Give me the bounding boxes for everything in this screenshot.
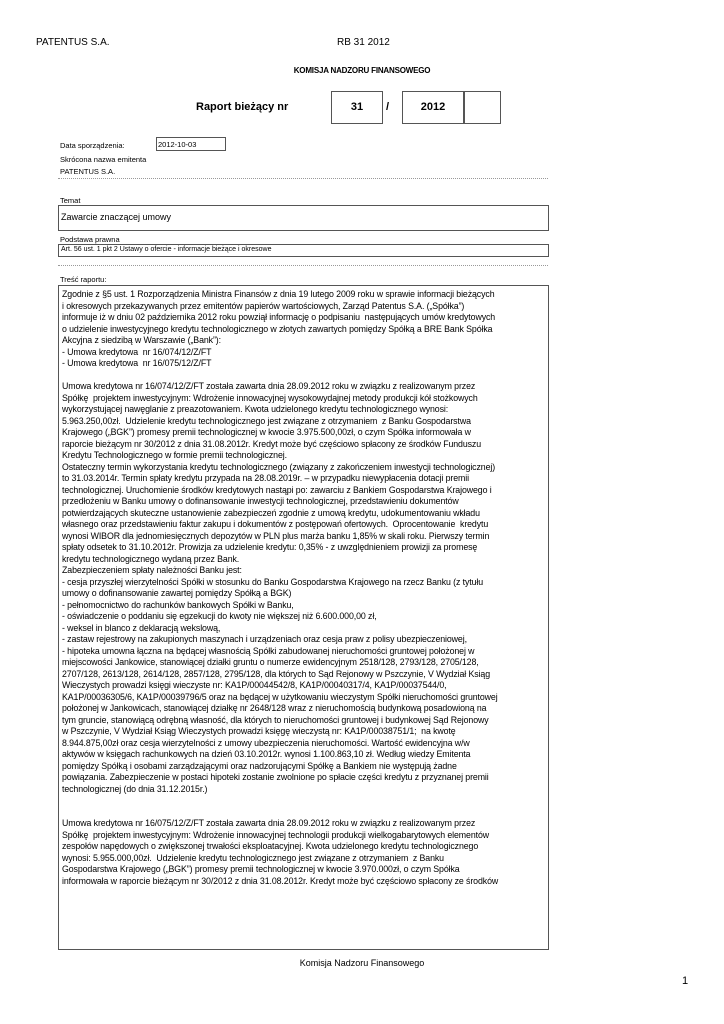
subject-label: Temat	[60, 196, 81, 205]
report-number: 31	[350, 101, 364, 113]
content-text: Zgodnie z §5 ust. 1 Rozporządzenia Ministra Finansów z dnia 19 lutego 2009 roku w sprawie informacji bieżących i okresowych przekazywanych przez emitentów papierów wartościowych, Zarząd Patentus S.A. („Spółka”) informuje iż w dniu 02 października 2012 roku powziął informację o podpisaniu następujących umów kredytowych o udzielenie inwestycyjnego kredytu technologicznego w złotych zawartych pomiędzy Spółką a BRE Bank Spółka Akcyjna z siedzibą w Warszawie („Bank”): - Umowa kredytowa nr 16/074/12/Z/FT - Umowa kredytowa nr 16/075/12/Z/FT Umowa kredytowa nr 16/074/12/Z/FT została zawarta dnia 28.09.2012 roku w związku z realizowanym przez Spółkę projektem inwestycyjnym: Wdrożenie innowacyjnej wysokowydajnej metody produkcji kół stożkowych wykorzystującej nawęglanie z preazotowaniem. Kwota udzielonego kredytu technologicznego wynosi: 5.963.250,00zł. Udzielenie kredytu technologicznego jest związane z otrzymaniem z Banku Gospodarstwa Krajowego („BGK”) promesy premii technologicznej w kwocie 3.975.500,00zł, o czym Spółka informowała w raporcie bieżącym nr 30/2012 z dnia 31.08.2012r. Kredyt może być częściowo spłacony ze środków Funduszu Kredytu Technologicznego w formie premii technologicznej. Ostateczny termin wykorzystania kredytu technologicznego (związany z zakończeniem inwestycji technologicznej) to 31.03.2014r. Termin spłaty kredytu przypada na 28.08.2019r. – w przypadku niewypłacenia dotacji premii technologicznej. Uruchomienie środków kredytowych nastąpi po: zawarciu z Bankiem Gospodarstwa Krajowego i przedłożeniu w Banku umowy o dofinansowanie inwestycji technologicznej, przedstawieniu dokumentów potwierdzających skuteczne ustanowienie zabezpieczeń zgodnie z umową kredytu, udokumentowaniu wkładu własnego oraz przedstawieniu faktur zakupu i dokumentów z postępowań ofertowych. Oprocentowanie kredytu wynosi WIBOR dla jednomiesięcznych depozytów w PLN plus marża banku 1,85% w skali roku. Pierwszy termin spłaty odsetek to 31.10.2012r. Prowizja za udzielenie kredytu: 0,35% - z uwzględnieniem prowizji za promesę kredytu technologicznego wydaną przez Bank. Zabezpieczeniem spłaty należności Banku jest: - cesja przyszłej wierzytelności Spółki w stosunku do Banku Gospodarstwa Krajowego na rzecz Banku (z tytułu umowy o dofinansowanie zawartej pomiędzy Spółką a BGK) - pełnomocnictwo do rachunków bankowych Spółki w Banku, - oświadczenie o poddaniu się egzekucji do kwoty nie większej niż 6.600.000,00 zł, - weksel in blanco z deklaracją wekslową, - zastaw rejestrowy na zakupionych maszynach i urządzeniach oraz cesja praw z polisy ubezpieczeniowej, - hipoteka umowna łączna na będącej własnością Spółki zabudowanej nieruchomości gruntowej położonej w miejscowości Jankowice, stanowiącej działki gruntu o numerze ewidencyjnym 2518/128, 2793/128, 2705/128, 2707/128, 2613/128, 2614/128, 2857/128, 2795/128, dla których to Sąd Rejonowy w Pszczynie, V Wydział Ksiąg Wieczystych prowadzi księgi wieczyste nr: KA1P/00044542/8, KA1P/00040317/4, KA1P/00037544/0, KA1P/00036305/6, KA1P/00039796/5 oraz na będącej w użytkowaniu wieczystym Spółki nieruchomości gruntowej położonej w Jankowicach, stanowiącej działkę nr 2648/128 wraz z nieruchomością budynkową posadowioną na tym gruncie, stanowiącą odrębną własność, dla których to nieruchomości gruntowej i budynkowej Sąd Rejonowy w Pszczynie, V Wydział Ksiąg Wieczystych prowadzi księgę wieczystą nr: KA1P/00038751/1; na kwotę 8.944.875,00zł oraz cesja wierzytelności z umowy ubezpieczenia nieruchomości. Wartość ewidencyjna w/w aktywów w księgach rachunkowych na dzień 03.10.2012r. wynosi 1.100.863,10 zł. Według wiedzy Emitenta pomiędzy Spółką i osobami zarządzającymi oraz nadzorującymi Spółkę a Bankiem nie występują żadne powiązania. Zabezpieczenie w postaci hipoteki zostanie zwolnione po spłacie części kredytu z przyznanej premii technologicznej (do dnia 31.12.2015r.) Umowa kredytowa nr 16/075/12/Z/FT została zawarta dnia 28.09.2012 roku w związku z realizowanym przez Spółkę projektem inwestycyjnym: Wdrożenie innowacyjnej technologii produkcji wielkogabarytowych elementów zespołów napędowych o zwiększonej trwałości eksploatacyjnej. Kwota udzielonego kredytu technologicznego wynosi: 5.955.000,00zł. Udzielenie kredytu technologicznego jest związane z otrzymaniem z Banku Gospodarstwa Krajowego („BGK”) promesy premii technologicznej w kwocie 3.970.000zł, o czym Spółka informowała w raporcie bieżącym nr 30/2012 z dnia 31.08.2012r. Kredyt może być częściowo spłacony ze środków	[62, 289, 499, 886]
report-slash: /	[386, 101, 390, 113]
header-report-id: RB 31 2012	[337, 37, 390, 48]
legal-basis-value: Art. 56 ust. 1 pkt 2 Ustawy o ofercie - informacje bieżące i okresowe	[61, 246, 272, 253]
commission-title: KOMISJA NADZORU FINANSOWEGO	[293, 66, 431, 75]
content-label: Treść raportu:	[60, 275, 107, 284]
subject-value: Zawarcie znaczącej umowy	[61, 212, 172, 222]
date-label: Data sporządzenia:	[60, 141, 125, 150]
divider	[58, 265, 548, 266]
footer-text: Komisja Nadzoru Finansowego	[299, 958, 425, 968]
legal-basis-label: Podstawa prawna	[60, 235, 120, 244]
short-name-label: Skrócona nazwa emitenta	[60, 155, 147, 164]
report-year: 2012	[420, 101, 446, 113]
date-value: 2012-10-03	[158, 140, 197, 149]
header-company: PATENTUS S.A.	[36, 37, 110, 48]
divider	[58, 178, 548, 179]
content-field	[58, 285, 549, 950]
page-number: 1	[682, 975, 689, 987]
issuer-name: PATENTUS S.A.	[60, 167, 116, 176]
report-label: Raport bieżący nr	[196, 101, 289, 113]
report-extra-box	[464, 91, 501, 124]
